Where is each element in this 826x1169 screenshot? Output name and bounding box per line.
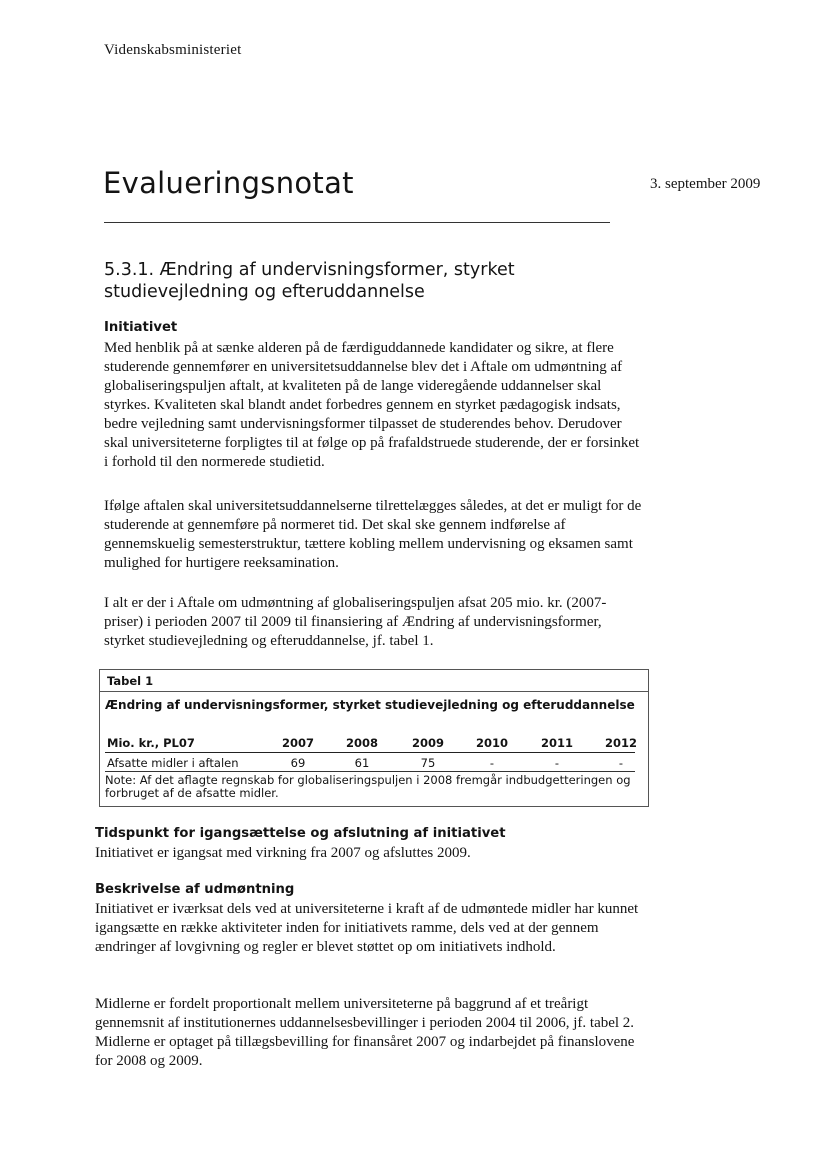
implementation-heading: Beskrivelse af udmøntning bbox=[95, 882, 295, 897]
table-cell: Afsatte midler i aftalen bbox=[107, 756, 239, 770]
table-header-cell: 2010 bbox=[475, 736, 508, 750]
timing-heading: Tidspunkt for igangsættelse og afslutning af initiativet bbox=[95, 826, 506, 841]
table-header-cell: 2007 bbox=[281, 736, 314, 750]
section-title: 5.3.1. Ændring af undervisningsformer, styrket studievejledning og efteruddannelse bbox=[104, 260, 515, 302]
initiative-paragraph-1: Med henblik på at sænke alderen på de færdiguddannede kandidater og sikre, at flere studerende gennemfører en universitetsuddannelse blev det i Aftale om udmøntning af globaliseringspuljen aftalt, at kvaliteten på de lange videregående uddannelser skal styrkes. Kvaliteten skal blandt andet forbedres gennem en styrket pædagogisk indsats, bedre vejledning samt undervisningsformer tilpasset de studerendes behov. Derudover skal universiteterne forpligtes til at følge op på frafaldstruede studerende, der er forsinket i forhold til den normerede studietid. bbox=[104, 340, 640, 470]
table-note: Note: Af det aflagte regnskab for globaliseringspuljen i 2008 fremgår indbudgetteringen og forbruget af de afsatte midler. bbox=[105, 773, 631, 800]
ministry-name: Videnskabsministeriet bbox=[104, 42, 242, 58]
table-header-cell: 2011 bbox=[540, 736, 573, 750]
table-cell: - bbox=[618, 756, 624, 770]
table-cell: 61 bbox=[354, 756, 370, 770]
table-header-cell: 2008 bbox=[345, 736, 378, 750]
table-cell: - bbox=[554, 756, 560, 770]
table-cell: - bbox=[489, 756, 495, 770]
implementation-paragraph-2: Midlerne er fordelt proportionalt mellem universiteterne på baggrund af et treårigt gennemsnit af institutionernes uddannelsesbevillinger i perioden 2004 til 2006, jf. tabel 2. Midlerne er optaget på tillægsbevilling for finansåret 2007 og indarbejdet på finanslovene for 2008 og 2009. bbox=[95, 996, 635, 1069]
title-divider bbox=[104, 222, 610, 223]
table-header-row bbox=[105, 736, 635, 753]
table-caption-divider bbox=[100, 691, 648, 692]
initiative-paragraph-2: Ifølge aftalen skal universitetsuddannelserne tilrettelægges således, at det er muligt for de studerende at gennemføre på normeret tid. Det skal ske gennem indførelse af gennemskuelig semesterstruktur, tættere kobling mellem undervisning og eksamen samt mulighed for hurtigere reeksamination. bbox=[104, 498, 642, 571]
initiative-heading: Initiativet bbox=[104, 320, 178, 335]
table-header-cell: 2012 bbox=[604, 736, 637, 750]
table-header-cell: 2009 bbox=[411, 736, 444, 750]
table-header-cell: Mio. kr., PL07 bbox=[107, 736, 195, 750]
table-cell: 75 bbox=[420, 756, 436, 770]
implementation-paragraph-1: Initiativet er iværksat dels ved at universiteterne i kraft af de udmøntede midler har kunnet igangsætte en række aktiviteter inden for initiativets ramme, dels ved at der gennem ændringer af lovgivning og regler er blevet støttet op om initiativets indhold. bbox=[95, 901, 639, 955]
table-cell: 69 bbox=[290, 756, 306, 770]
budget-table bbox=[99, 669, 649, 807]
document-title: Evalueringsnotat bbox=[103, 166, 354, 200]
table-row bbox=[105, 756, 635, 772]
document-date: 3. september 2009 bbox=[650, 176, 761, 192]
table-caption: Tabel 1 bbox=[107, 674, 154, 688]
initiative-paragraph-3: I alt er der i Aftale om udmøntning af globaliseringspuljen afsat 205 mio. kr. (2007-priser) i perioden 2007 til 2009 til finansiering af Ændring af undervisningsformer, styrket studievejledning og efteruddannelse, jf. tabel 1. bbox=[104, 595, 607, 649]
timing-paragraph: Initiativet er igangsat med virkning fra 2007 og afsluttes 2009. bbox=[95, 845, 471, 861]
table-title: Ændring af undervisningsformer, styrket studievejledning og efteruddannelse bbox=[105, 698, 635, 712]
